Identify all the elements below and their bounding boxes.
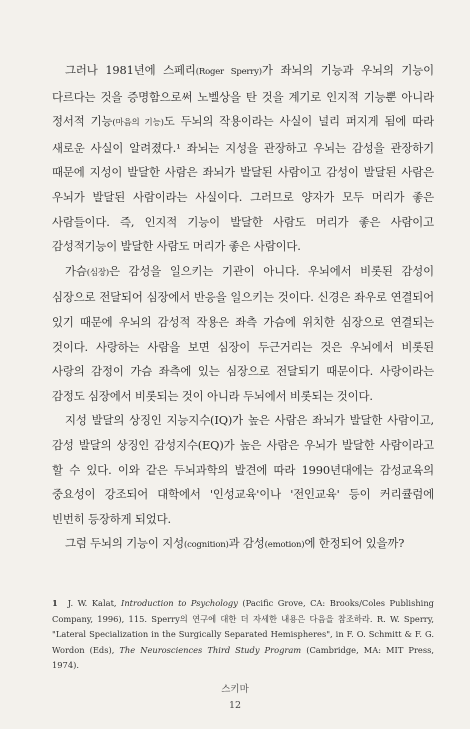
running-footer-title: 스키마 bbox=[221, 684, 249, 695]
text-annotation: (심장) bbox=[86, 267, 109, 278]
text-segment: 그러나 1981년에 스페리 bbox=[65, 63, 196, 77]
paragraph-3 bbox=[52, 408, 434, 531]
text-annotation: (Roger Sperry) bbox=[195, 67, 262, 77]
text-segment: 가 좌뇌의 기능과 우뇌의 기능이 다르다는 것을 증명함으로써 노벨상을 탄 것을 계기로 인지적 기능뿐 아니라 정서적 기능 bbox=[52, 63, 434, 129]
text-annotation: (마음의 기능) bbox=[112, 118, 164, 129]
text-segment: 은 감성을 일으키는 기관이 아니다. 우뇌에서 비롯된 감성이 심장으로 전달되어 심장에서 반응을 일으키는 것이다. 신경은 좌우로 연결되어 있기 때문에 우뇌의 감성적 작용은 좌측 가슴에 위치한 심장으로 연결되는 것이다. 사랑하는 사람을 보면 심장이 두근거리는 것은 우뇌에서 비롯된 사랑의 감정이 가슴 좌측에 있는 심장으로 전달되기 때문이다. 사랑이라는 감정도 심장에서 비롯되는 것이 아니라 두뇌에서 비롯되는 것이다. bbox=[52, 263, 434, 403]
paragraph-2 bbox=[52, 259, 434, 409]
paragraph-4 bbox=[52, 531, 434, 558]
text-annotation: (emotion) bbox=[264, 540, 305, 551]
footnote-text: J. W. Kalat, bbox=[67, 598, 122, 608]
footnote-text: (Cambridge, MA: MIT Press, 1974). bbox=[52, 644, 434, 670]
text-segment: 도 두뇌의 작용이라는 사실이 널리 퍼지게 됨에 따라 새로운 사실이 알려졌다.¹ 좌뇌는 지성을 관장하고 우뇌는 감성을 관장하기 때문에 지성이 발달한 사람은 좌뇌가 발달된 사람이고 감성이 발달된 사람은 우뇌가 발달된 사람이라는 사실이다. 그러므로 양자가 모두 머리가 좋은 사람들이다. 즉, 인지적 기능이 발달한 사람도 머리가 좋은 사람이고 감성적기능이 발달한 사람도 머리가 좋은 사람이다. bbox=[52, 114, 434, 254]
footnote-text: (Pacific Grove, CA: Brooks/Coles Publishing Company, 1996), 115. Sperry의 연구에 대한 더 자세한 내용은 다음을 참조하라. R. W. Sperry, "Lateral Specialization in the Surgically Separated Hemispheres", in F. O. Schmitt & F. G. Wordon (Eds), bbox=[52, 598, 434, 655]
footnote-number: 1 bbox=[52, 598, 58, 608]
text-segment: 과 감성 bbox=[228, 536, 265, 551]
text-segment: 지성 발달의 상징인 지능지수(IQ)가 높은 사람은 좌뇌가 발달한 사람이고, 감성 발달의 상징인 감성지수(EQ)가 높은 사람은 우뇌가 발달한 사람이라고 할 수 있다. 이와 같은 두뇌과학의 발견에 따라 1990년대에는 감성교육의 중요성이 강조되어 대학에서 '인성교육'이나 '전인교육' 등이 커리큘럼에 빈번히 등장하게 되었다. bbox=[52, 413, 434, 526]
footnote-book-title: The Neurosciences Third Study Program bbox=[119, 644, 302, 655]
text-segment: 그럼 두뇌의 기능이 지성 bbox=[65, 536, 184, 551]
page-number: 12 bbox=[228, 700, 242, 711]
footnote bbox=[52, 596, 434, 674]
paragraph-1 bbox=[52, 58, 434, 259]
footnote-book-title: Introduction to Psychology bbox=[121, 598, 238, 608]
text-annotation: (cognition) bbox=[183, 540, 229, 551]
text-segment: 에 한정되어 있을까? bbox=[304, 536, 405, 551]
text-segment: 가슴 bbox=[65, 263, 87, 278]
body-text bbox=[52, 58, 434, 558]
